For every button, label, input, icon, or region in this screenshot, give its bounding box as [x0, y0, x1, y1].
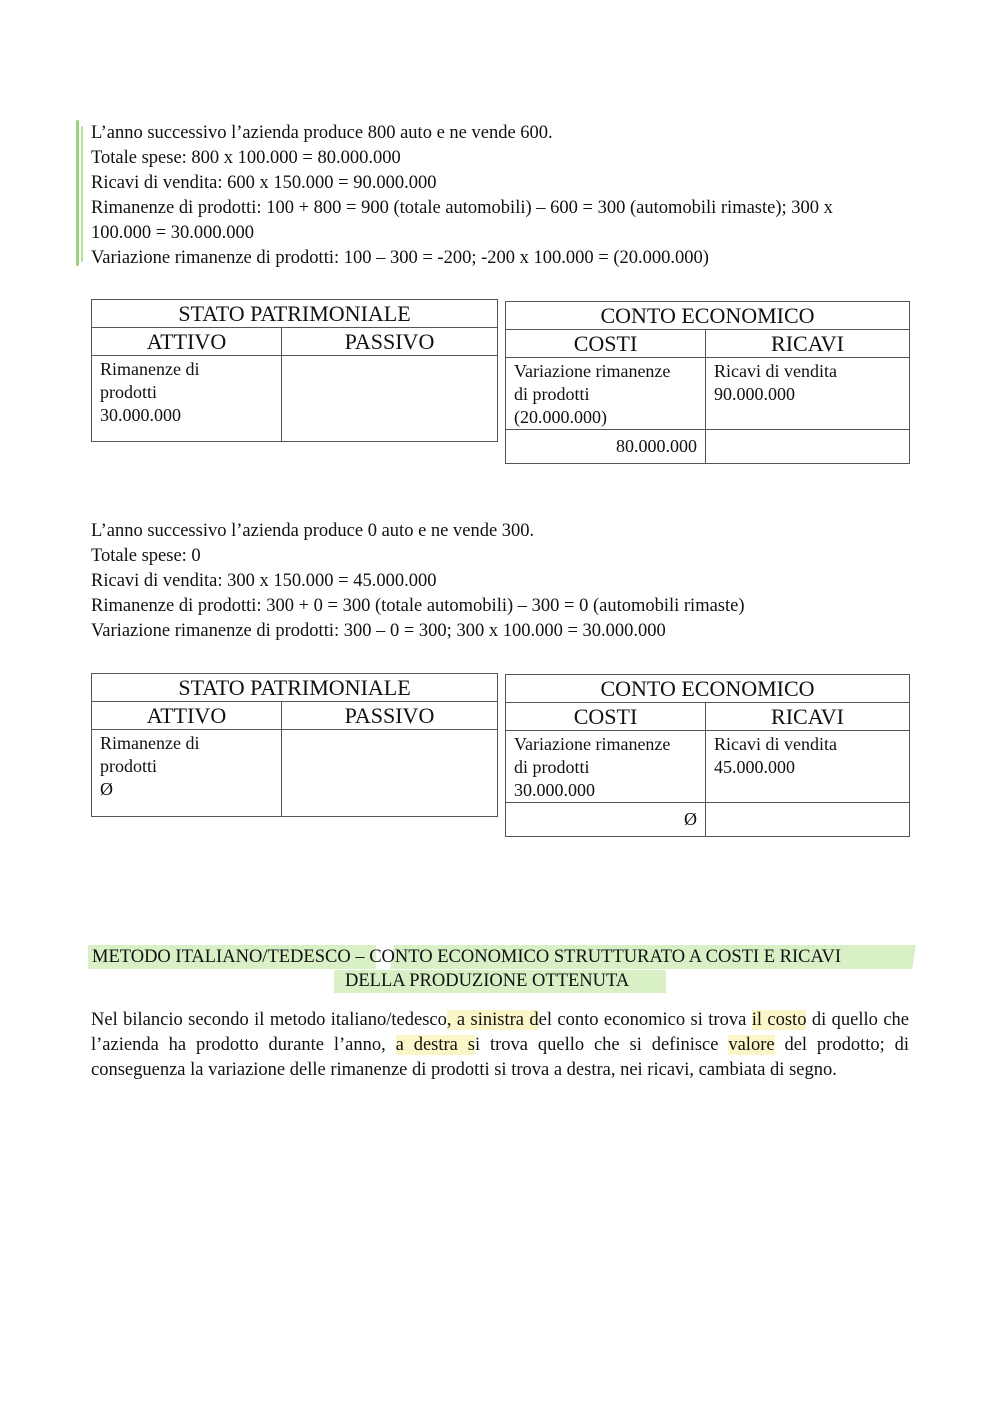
column-header-ricavi: RICAVI	[706, 330, 910, 358]
column-header-attivo: ATTIVO	[92, 702, 282, 730]
text-line: Rimanenze di prodotti: 300 + 0 = 300 (totale automobili) – 300 = 0 (automobili rimaste)	[91, 596, 745, 616]
costi-total: Ø	[506, 803, 706, 837]
text-line: Totale spese: 0	[91, 546, 201, 566]
column-header-attivo: ATTIVO	[92, 328, 282, 356]
cell-line: Variazione rimanenze	[514, 734, 671, 754]
attivo-cell	[92, 730, 282, 817]
text-line: Totale spese: 800 x 100.000 = 80.000.000	[91, 148, 401, 168]
ricavi-cell	[706, 731, 910, 803]
paragraph-text: di quello che l’azienda ha prodotto durante l’anno,	[91, 1010, 909, 1055]
attivo-cell	[92, 356, 282, 442]
column-header-costi: COSTI	[506, 703, 706, 731]
text-line: 100.000 = 30.000.000	[91, 223, 255, 243]
paragraph-text: i trova quello che si definisce	[474, 1035, 729, 1055]
highlighted-text: a destra s	[395, 1035, 475, 1055]
conto-economico-table	[505, 674, 910, 837]
text-line: L’anno successivo l’azienda produce 0 auto e ne vende 300.	[91, 521, 535, 541]
text-line: Variazione rimanenze di prodotti: 300 – 0 = 300; 300 x 100.000 = 30.000.000	[91, 621, 666, 641]
paragraph-text: del prodotto; di conseguenza la variazione delle rimanenze di prodotti si trova a destra, nei ricavi, cambiata di segno.	[91, 1035, 909, 1080]
cell-line: (20.000.000)	[514, 407, 607, 427]
cell-line: 30.000.000	[100, 405, 181, 425]
paragraph-text: el conto economico si trova	[538, 1010, 752, 1030]
cell-line: di prodotti	[514, 757, 590, 777]
cell-line: Rimanenze di	[100, 359, 200, 379]
stato-patrimoniale-table	[91, 673, 498, 817]
paragraph	[91, 1008, 909, 1083]
cell-line: prodotti	[100, 756, 157, 776]
ricavi-total	[706, 430, 910, 464]
cell-line: Variazione rimanenze	[514, 361, 671, 381]
column-header-ricavi: RICAVI	[706, 703, 910, 731]
ricavi-total	[706, 803, 910, 837]
margin-highlight-bar	[76, 120, 79, 266]
costi-cell	[506, 731, 706, 803]
cell-line: Ø	[100, 779, 113, 799]
passivo-cell	[282, 730, 498, 817]
heading-part2: CONTO ECONOMICO STRUTTURATO A COSTI E RICAVI	[369, 947, 841, 967]
highlighted-text: il costo	[751, 1010, 807, 1030]
margin-highlight-bar	[81, 126, 83, 262]
highlighted-text: , a sinistra d	[446, 1010, 539, 1030]
column-header-costi: COSTI	[506, 330, 706, 358]
cell-line: di prodotti	[514, 384, 590, 404]
table-title: STATO PATRIMONIALE	[92, 300, 498, 328]
costi-cell	[506, 358, 706, 430]
table-title: CONTO ECONOMICO	[506, 675, 910, 703]
text-line: Ricavi di vendita: 600 x 150.000 = 90.000.000	[91, 173, 437, 193]
text-line: Variazione rimanenze di prodotti: 100 – 300 = -200; -200 x 100.000 = (20.000.000)	[91, 248, 709, 268]
table-title: CONTO ECONOMICO	[506, 302, 910, 330]
cell-line: 30.000.000	[514, 780, 595, 800]
conto-economico-table	[505, 301, 910, 464]
table-title: STATO PATRIMONIALE	[92, 674, 498, 702]
cell-line: Ricavi di vendita	[714, 361, 837, 381]
heading-part1: METODO ITALIANO/TEDESCO	[92, 947, 351, 967]
stato-patrimoniale-table	[91, 299, 498, 442]
paragraph-text: Nel bilancio secondo il metodo italiano/tedesco	[91, 1010, 447, 1030]
costi-total: 80.000.000	[506, 430, 706, 464]
text-line: L’anno successivo l’azienda produce 800 auto e ne vende 600.	[91, 123, 553, 143]
ricavi-cell	[706, 358, 910, 430]
cell-line: 45.000.000	[714, 757, 795, 777]
cell-line: Rimanenze di	[100, 733, 200, 753]
passivo-cell	[282, 356, 498, 442]
cell-line: 90.000.000	[714, 384, 795, 404]
heading-dash: –	[350, 947, 370, 967]
section-heading	[92, 945, 841, 969]
section-heading-line2: DELLA PRODUZIONE OTTENUTA	[345, 971, 630, 991]
highlighted-text: valore	[728, 1035, 775, 1055]
cell-line: Ricavi di vendita	[714, 734, 837, 754]
text-line: Ricavi di vendita: 300 x 150.000 = 45.000.000	[91, 571, 437, 591]
cell-line: prodotti	[100, 382, 157, 402]
column-header-passivo: PASSIVO	[282, 328, 498, 356]
text-line: Rimanenze di prodotti: 100 + 800 = 900 (totale automobili) – 600 = 300 (automobili rimaste); 300 x	[91, 198, 833, 218]
column-header-passivo: PASSIVO	[282, 702, 498, 730]
